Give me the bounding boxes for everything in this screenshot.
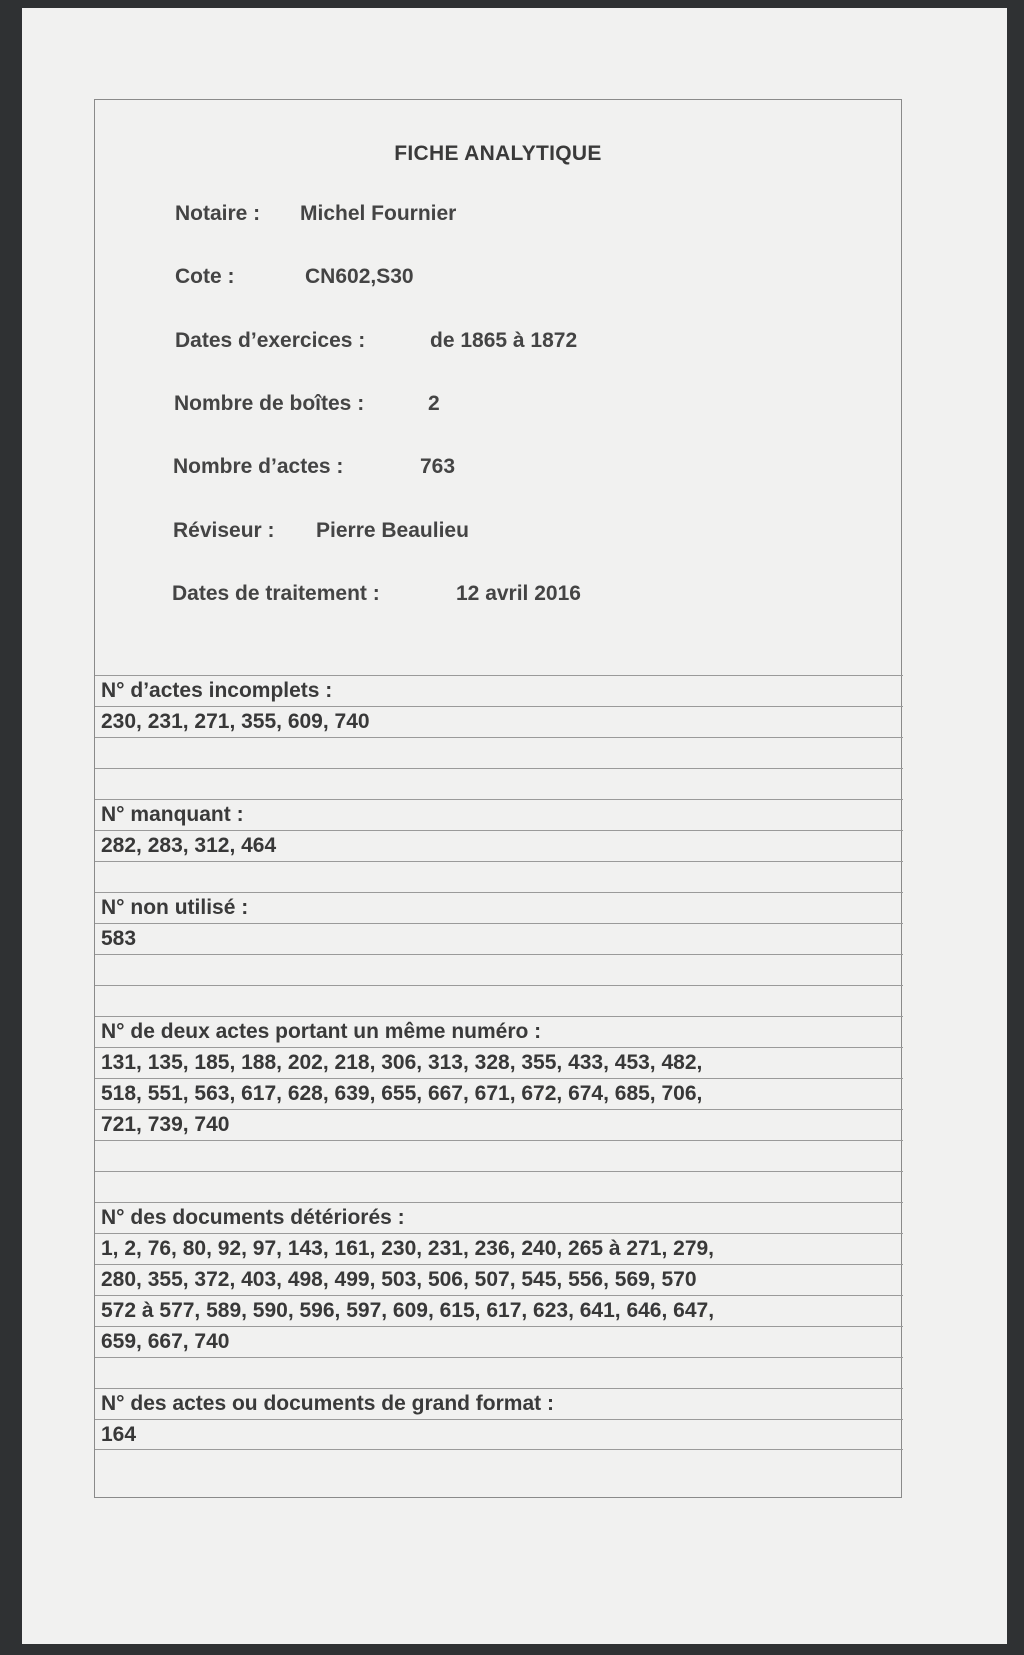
page-title: FICHE ANALYTIQUE — [394, 142, 602, 165]
section-line-deteriores: 1, 2, 76, 80, 92, 97, 143, 161, 230, 231, 236, 240, 265 à 271, 279, — [95, 1233, 903, 1264]
form-frame — [94, 99, 902, 1498]
field-cote-value: CN602,S30 — [305, 265, 414, 288]
field-dates-exercices — [175, 329, 578, 353]
section-line-deteriores: 280, 355, 372, 403, 498, 499, 503, 506, 507, 545, 556, 569, 570 — [95, 1264, 903, 1295]
blank-row — [95, 1357, 903, 1388]
field-reviseur — [173, 519, 469, 543]
field-dates-traitement-label: Dates de traitement : — [172, 582, 380, 605]
field-nombre-actes-value: 763 — [420, 455, 456, 478]
blank-row — [95, 1171, 903, 1202]
field-dates-exercices-value: de 1865 à 1872 — [430, 329, 578, 352]
blank-row — [95, 861, 903, 892]
blank-row — [95, 768, 903, 799]
field-notaire-label: Notaire : — [175, 202, 261, 225]
section-heading-manquant: N° manquant : — [95, 799, 903, 830]
blank-row — [95, 985, 903, 1016]
section-heading-deux-actes: N° de deux actes portant un même numéro : — [95, 1016, 903, 1047]
section-heading-grand-format: N° des actes ou documents de grand format : — [95, 1388, 903, 1419]
section-heading-non-utilise: N° non utilisé : — [95, 892, 903, 923]
field-nombre-boites-value: 2 — [428, 392, 440, 415]
section-line-grand-format: 164 — [95, 1419, 903, 1450]
numbers-table — [95, 675, 903, 1450]
blank-row — [95, 737, 903, 768]
field-cote-label: Cote : — [175, 265, 235, 288]
section-line-incomplets: 230, 231, 271, 355, 609, 740 — [95, 706, 903, 737]
field-nombre-actes — [173, 455, 456, 479]
section-heading-deteriores: N° des documents détériorés : — [95, 1202, 903, 1233]
section-line-manquant: 282, 283, 312, 464 — [95, 830, 903, 861]
field-cote — [175, 265, 414, 289]
field-notaire — [175, 202, 457, 226]
field-nombre-actes-label: Nombre d’actes : — [173, 455, 344, 478]
section-heading-incomplets: N° d’actes incomplets : — [95, 675, 903, 706]
field-nombre-boites — [174, 392, 440, 416]
field-nombre-boites-label: Nombre de boîtes : — [174, 392, 365, 415]
section-line-deteriores: 572 à 577, 589, 590, 596, 597, 609, 615, 617, 623, 641, 646, 647, — [95, 1295, 903, 1326]
field-dates-exercices-label: Dates d’exercices : — [175, 329, 366, 352]
section-line-deux-actes: 131, 135, 185, 188, 202, 218, 306, 313, 328, 355, 433, 453, 482, — [95, 1047, 903, 1078]
paper-sheet — [22, 8, 1007, 1644]
section-line-deux-actes: 518, 551, 563, 617, 628, 639, 655, 667, 671, 672, 674, 685, 706, — [95, 1078, 903, 1109]
section-line-deux-actes: 721, 739, 740 — [95, 1109, 903, 1140]
field-dates-traitement-value: 12 avril 2016 — [456, 582, 581, 605]
blank-row — [95, 1140, 903, 1171]
field-reviseur-label: Réviseur : — [173, 519, 275, 542]
blank-row — [95, 954, 903, 985]
field-reviseur-value: Pierre Beaulieu — [316, 519, 469, 542]
field-dates-traitement — [172, 582, 581, 606]
section-line-deteriores: 659, 667, 740 — [95, 1326, 903, 1357]
section-line-non-utilise: 583 — [95, 923, 903, 954]
field-notaire-value: Michel Fournier — [300, 202, 457, 225]
